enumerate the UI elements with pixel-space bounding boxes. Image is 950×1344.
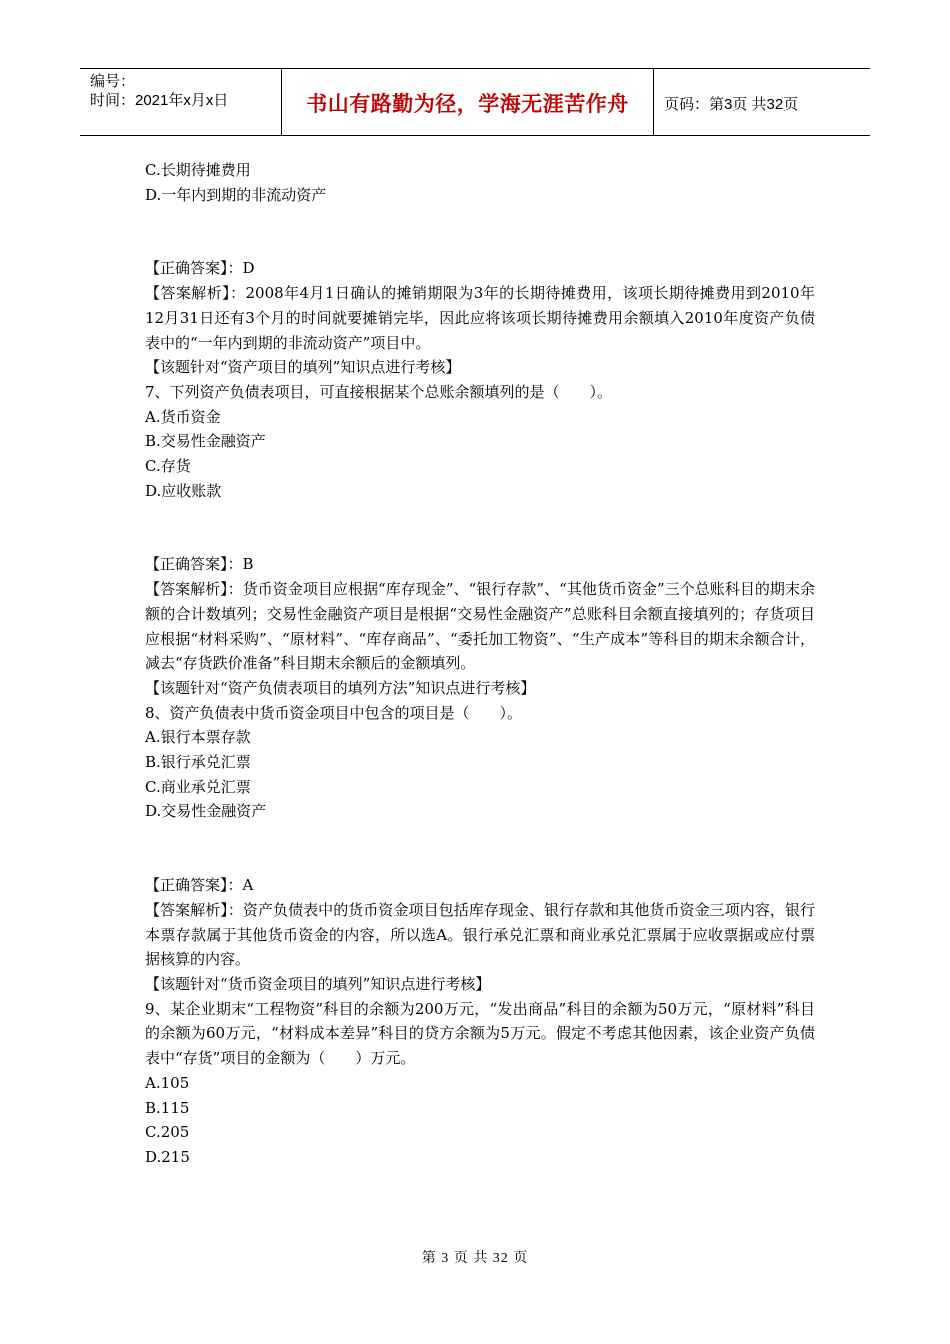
document-body — [145, 158, 815, 1170]
answer-explanation: 【答案解析】：2008年4月1日确认的摊销期限为3年的长期待摊费用，该项长期待摊费用到2010年12月31日还有3个月的时间就要摊销完毕，因此应将该项长期待摊费用余额填入2010年度资产负债表中的“一年内到期的非流动资产”项目中。 — [145, 284, 815, 352]
question-8: 8、资产负债表中货币资金项目中包含的项目是（ ）。 — [145, 703, 523, 722]
answer-explanation: 【答案解析】：资产负债表中的货币资金项目包括库存现金、银行存款和其他货币资金三项内容，银行本票存款属于其他货币资金的内容，所以选A。银行承兑汇票和商业承兑汇票属于应收票据或应付票据核算的内容。 — [145, 900, 815, 969]
page-footer: 第 3 页 共 32 页 — [421, 1251, 529, 1266]
option-a: A.105 — [145, 1073, 190, 1092]
option-d: D.交易性金融资产 — [145, 802, 267, 821]
question-7: 7、下列资产负债表项目，可直接根据某个总账余额填列的是（ ）。 — [145, 382, 613, 401]
correct-answer: 【正确答案】：B — [145, 555, 254, 574]
number-label: 编号： — [90, 73, 136, 90]
header-motto: 书山有路勤为径，学海无涯苦作舟 — [282, 69, 654, 135]
header-page-label: 页码：第3页 共32页 — [664, 95, 799, 113]
option-d: D.应收账款 — [145, 481, 222, 500]
topic-note: 【该题针对“货币资金项目的填列”知识点进行考核】 — [145, 974, 491, 993]
option-b: B.银行承兑汇票 — [145, 753, 251, 772]
question-9: 9、某企业期末“工程物资”科目的余额为200万元，“发出商品”科目的余额为50万元，“原材料”科目的余额为60万元，“材料成本差异”科目的贷方余额为5万元。假定不考虑其他因素，该企业资产负债表中“存货”项目的金额为（ ）万元。 — [145, 999, 815, 1068]
option-b: B.交易性金融资产 — [145, 432, 266, 451]
option-a: A.银行本票存款 — [145, 728, 251, 747]
correct-answer: 【正确答案】：D — [145, 259, 255, 278]
date-label: 时间：2021年x月x日 — [90, 92, 229, 109]
topic-note: 【该题针对“资产负债表项目的填列方法”知识点进行考核】 — [145, 678, 536, 697]
header-left-cell — [80, 69, 282, 135]
option-c: C.存货 — [145, 457, 191, 476]
option-d: D.一年内到期的非流动资产 — [145, 185, 327, 204]
option-a: A.货币资金 — [145, 407, 221, 426]
topic-note: 【该题针对“资产项目的填列”知识点进行考核】 — [145, 358, 461, 377]
option-d: D.215 — [145, 1147, 190, 1166]
option-b: B.115 — [145, 1098, 190, 1117]
option-c: C.商业承兑汇票 — [145, 777, 251, 796]
option-c: C.205 — [145, 1123, 190, 1142]
page-header — [80, 68, 870, 136]
answer-explanation: 【答案解析】：货币资金项目应根据“库存现金”、“银行存款”、“其他货币资金”三个总账科目的期末余额的合计数填列；交易性金融资产项目是根据“交易性金融资产”总账科目余额直接填列的；存货项目应根据“材料采购”、“原材料”、“库存商品”、“委托加工物资”、“生产成本”等科目的期末余额合计，减去“存货跌价准备”科目期末余额后的金额填列。 — [145, 580, 815, 673]
correct-answer: 【正确答案】：A — [145, 876, 254, 895]
option-c: C.长期待摊费用 — [145, 161, 251, 179]
